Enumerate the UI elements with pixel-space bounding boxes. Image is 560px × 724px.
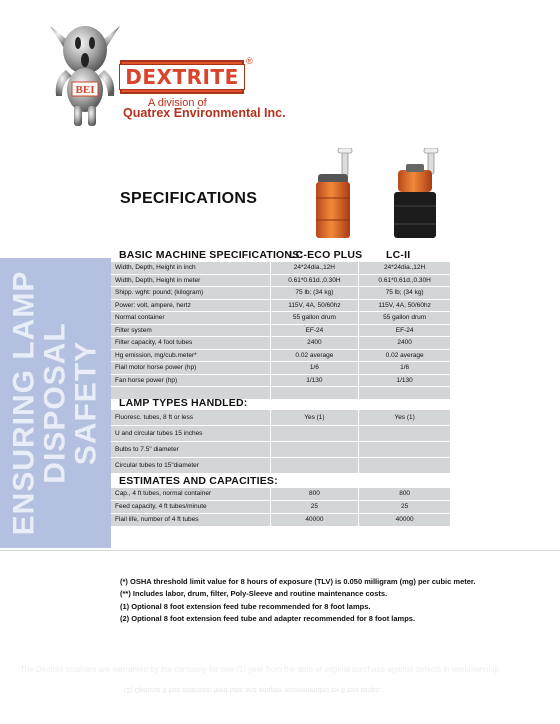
spec-label: Hg emission, mg/cub.meter* [111,350,271,362]
section-title: ESTIMATES AND CAPACITIES: [119,475,278,487]
footnote: (2) Optional 8 foot extension feed tube and adapter recommended for 8 foot lamps. [120,614,416,624]
spec-value-lc-ii: 1/6 [400,364,410,371]
spec-label: Circular tubes to 15"diameter [111,458,271,473]
table-row [111,350,450,363]
table-row [111,442,450,458]
spec-value-lc-eco-plus: 75 lb; (34 kg) [271,287,360,299]
spec-value-lc-eco-plus: 1/130 [271,375,360,387]
footnotes [120,576,540,626]
section-rows [111,262,450,400]
logo-wordmark: DEXTRITE [119,64,244,90]
table-row [111,410,450,426]
division-text: A division of [148,97,207,109]
table-row [111,300,450,313]
spec-value-lc-ii: 24*24dia.,12H [384,264,426,271]
spec-label: Normal container [111,312,271,324]
table-row [111,426,450,442]
reflected-footnote-text: (2) Optional 8 foot extension feed tube and adapter recommended for 8 foot lamps. [124,686,382,693]
spec-label: Flail motor horse power (hp) [111,362,271,374]
footnote: (*) OSHA threshold limit value for 8 hours of exposure (TLV) is 0.050 milligram (mg) per cubic meter. [120,577,476,586]
lc-eco-plus-machine-image [302,148,362,240]
spec-value-lc-eco-plus: 1/6 [271,362,360,374]
side-banner-text [9,263,102,543]
side-banner-line: ENSURING LAMP [7,270,41,536]
spec-label: Cap., 4 ft tubes, normal container [111,488,271,500]
spec-value-lc-ii [359,442,450,457]
spec-value-lc-ii: 0.02 average [385,351,424,359]
spec-value-lc-ii: 2400 [397,339,412,346]
spec-value-lc-eco-plus: 40000 [271,514,360,526]
spec-label: Width, Depth, Height in meter [111,275,271,287]
registered-mark: ® [246,56,253,66]
spec-value-lc-eco-plus: 0.61*0.61d.,0.30H [271,275,360,287]
spec-value-lc-eco-plus: 24*24dia.,12H [271,262,360,274]
spec-value-lc-ii: Yes (1) [394,414,415,421]
spec-value-lc-eco-plus: 55 gallon drum [271,312,360,324]
dextrite-logo [120,60,244,94]
spec-value-lc-eco-plus: EF-24 [271,325,360,337]
table-row [111,337,450,350]
spec-value-lc-ii: 55 gallon drum [383,314,427,321]
spec-label: Fluoresc. tubes, 8 ft or less [111,410,271,425]
section-title: LAMP TYPES HANDLED: [119,397,248,409]
side-banner-line: DISPOSAL SAFETY [38,322,103,484]
column-header-lc-ii: LC-II [386,249,411,261]
lc-ii-machine-image [384,148,444,240]
table-row [111,488,450,501]
spec-label: Filter capacity, 4 foot tubes [111,337,271,349]
spec-value-lc-ii: 75 lb; (34 kg) [385,289,424,296]
spec-label: Bulbs to 7.5" diameter [111,442,271,457]
spec-value-lc-eco-plus: 0.02 average [271,350,360,362]
section-header [111,244,450,262]
footnote: (**) Includes labor, drum, filter, Poly-Sleeve and routine maintenance costs. [120,589,388,599]
section-rows [111,410,450,474]
warranty-text: The Dextrite crushers are warranted by the company for one (1) year from the date of original purchase against defects in workmanship [20,665,499,674]
company-name: Quatrex Environmental Inc. [123,106,286,120]
spec-value-lc-ii [359,426,450,441]
spec-value-lc-ii: 1/130 [396,376,413,384]
spec-value-lc-ii: 40000 [395,516,414,523]
section-header [111,392,450,410]
spec-label: U and circular tubes 15 inches [111,426,271,441]
spec-label: Feed capacity, 4 ft tubes/minute [111,501,271,513]
spec-label: Width, Depth, Height in inch [111,262,271,274]
spec-label: Flail life, number of 4 ft tubes [111,514,271,526]
table-row [111,514,450,527]
spec-value-lc-ii: 800 [399,490,411,497]
section-header [111,470,450,488]
svg-text:BEI: BEI [75,84,95,96]
table-row [111,375,450,388]
table-row [111,501,450,514]
footnote: (1) Optional 8 foot extension feed tube recommended for 8 foot lamps. [120,601,371,611]
spec-value-lc-eco-plus: 115V, 4A, 50/60hz [271,300,360,312]
spec-value-lc-eco-plus: 800 [271,488,360,500]
spec-label: Fan horse power (hp) [111,375,271,387]
spec-value-lc-eco-plus [271,442,360,457]
table-row [111,287,450,300]
table-row [111,312,450,325]
section-title: BASIC MACHINE SPECIFICATIONS: [119,249,304,261]
spec-value-lc-eco-plus: 2400 [271,337,360,349]
spec-label: Filter system [111,325,271,337]
mascot-logo-image [46,18,124,130]
spec-value-lc-ii: 0.61*0.61d.,0.30H [378,276,431,284]
spec-value-lc-eco-plus [271,426,360,441]
table-row [111,325,450,338]
column-header-lc-eco-plus: LC-ECO PLUS [289,249,363,261]
spec-label: Power: volt, ampere, hertz [111,300,271,312]
spec-value-lc-eco-plus: 25 [271,501,360,513]
spec-value-lc-ii: EF-24 [395,326,414,334]
section-rows [111,488,450,527]
spec-label: Shipp. wght: pound; (kilogram) [111,287,271,299]
spec-value-lc-ii: 25 [401,503,409,510]
table-row [111,362,450,375]
page-title: SPECIFICATIONS [120,190,258,207]
spec-value-lc-ii: 115V, 4A, 50/60hz [378,301,431,309]
table-row [111,275,450,288]
spec-value-lc-eco-plus: Yes (1) [271,410,360,425]
table-row [111,262,450,275]
divider [0,550,560,551]
